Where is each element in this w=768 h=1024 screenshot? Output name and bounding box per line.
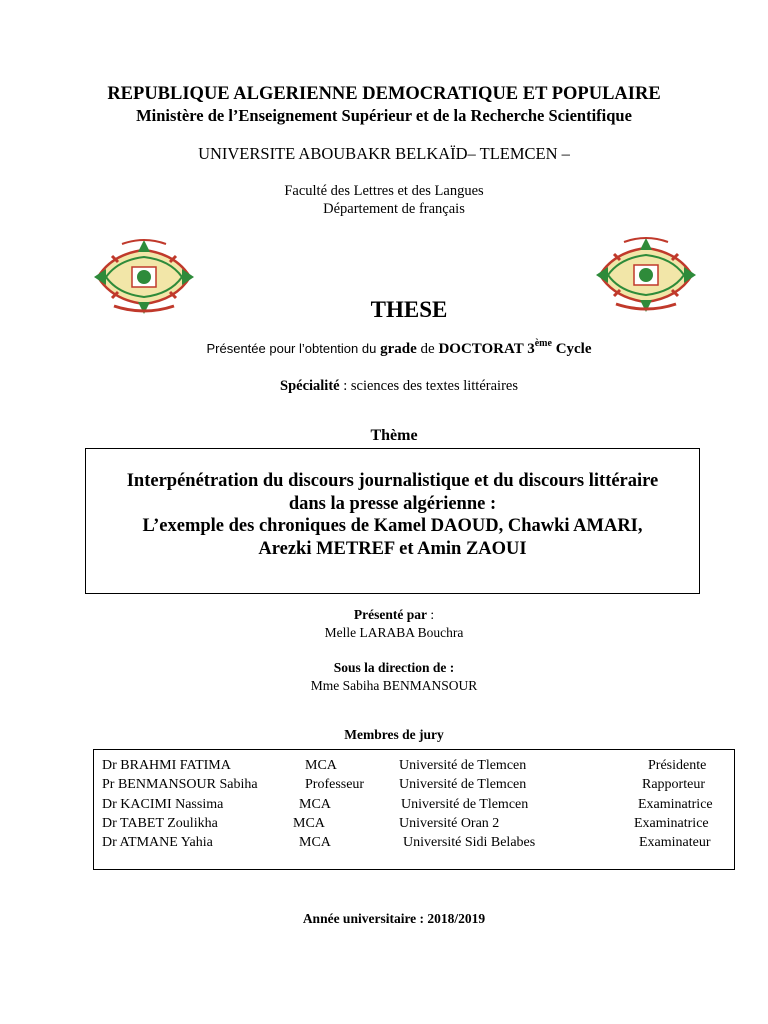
jury-table	[93, 749, 735, 870]
jury-name: Pr BENMANSOUR Sabiha	[102, 777, 258, 792]
exponent-text: ème	[534, 338, 552, 349]
degree-line	[0, 338, 768, 358]
candidate-name: Melle LARABA Bouchra	[324, 625, 464, 640]
jury-grade: MCA	[305, 758, 337, 773]
jury-name: Dr ATMANE Yahia	[102, 835, 213, 850]
jury-role: Présidente	[648, 758, 707, 773]
table-row	[94, 835, 734, 854]
theme-line: Interpénétration du discours journalistique et du discours littéraire	[126, 471, 659, 491]
table-row	[94, 797, 734, 816]
jury-grade: MCA	[293, 816, 325, 831]
jury-institution: Université Oran 2	[399, 816, 500, 831]
department-name: Département de français	[323, 201, 465, 217]
theme-line: Arezki METREF et Amin ZAOUI	[258, 538, 527, 559]
cycle-label: Cycle	[555, 341, 592, 357]
jury-institution: Université de Tlemcen	[399, 777, 527, 792]
theme-label: Thème	[370, 427, 418, 444]
director-name: Mme Sabiha BENMANSOUR	[310, 678, 478, 693]
jury-grade: Professeur	[305, 777, 365, 792]
de-text: de	[420, 341, 435, 357]
ministry-title: Ministère de l’Enseignement Supérieur et de la Recherche Scientifique	[136, 106, 632, 125]
direction-label: Sous la direction de :	[333, 660, 455, 675]
jury-name: Dr KACIMI Nassima	[102, 797, 224, 812]
academic-year: Année universitaire : 2018/2019	[302, 911, 486, 926]
theme-box	[85, 448, 700, 594]
specialty-value: : sciences des textes littéraires	[339, 378, 518, 394]
jury-institution: Université de Tlemcen	[401, 797, 529, 812]
doctorat-label: DOCTORAT 3	[438, 341, 535, 357]
thesis-title: THESE	[370, 297, 448, 322]
theme-line: dans la presse algérienne :	[288, 493, 497, 514]
table-row	[94, 777, 734, 796]
table-row	[94, 816, 734, 835]
jury-title: Membres de jury	[344, 727, 444, 742]
grade-label: grade	[380, 341, 417, 357]
presented-by-label: Présenté par	[353, 607, 427, 622]
jury-role: Rapporteur	[642, 777, 705, 792]
university-name: UNIVERSITE ABOUBAKR BELKAÏD– TLEMCEN –	[198, 144, 570, 163]
jury-grade: MCA	[299, 835, 331, 850]
faculty-name: Faculté des Lettres et des Langues	[284, 183, 484, 199]
presented-by-suffix: :	[426, 607, 435, 622]
specialty-line	[0, 378, 768, 395]
jury-name: Dr TABET Zoulikha	[102, 816, 218, 831]
table-row	[94, 758, 734, 777]
jury-grade: MCA	[299, 797, 331, 812]
jury-name: Dr BRAHMI FATIMA	[102, 758, 231, 773]
presented-by-line	[0, 607, 768, 623]
theme-title	[86, 470, 699, 560]
jury-institution: Université de Tlemcen	[399, 758, 527, 773]
presentee-text: Présentée pour l’obtention du	[206, 341, 377, 356]
jury-role: Examinatrice	[634, 816, 709, 831]
jury-role: Examinateur	[639, 835, 711, 850]
specialty-label: Spécialité	[280, 378, 340, 394]
jury-institution: Université Sidi Belabes	[403, 835, 536, 850]
theme-line: L’exemple des chroniques de Kamel DAOUD, Chawki AMARI,	[142, 516, 643, 536]
jury-role: Examinatrice	[638, 797, 713, 812]
republic-title: REPUBLIQUE ALGERIENNE DEMOCRATIQUE ET POPULAIRE	[107, 84, 661, 104]
